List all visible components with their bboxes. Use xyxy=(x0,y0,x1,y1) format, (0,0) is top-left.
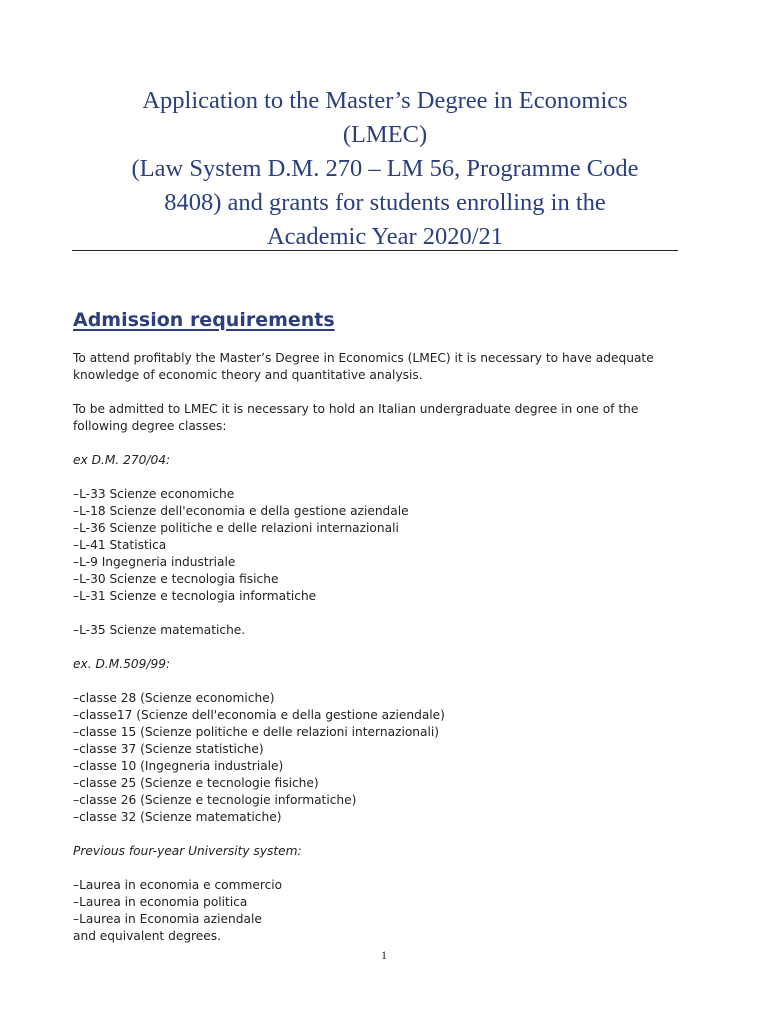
dm270-extra-item: –L-35 Scienze matematiche. xyxy=(73,623,246,637)
list-item: –L-9 Ingegneria industriale xyxy=(73,555,236,569)
text-line: knowledge of economic theory and quantitative analysis. xyxy=(73,368,423,382)
text-line: To be admitted to LMEC it is necessary to hold an Italian undergraduate degree in one of the xyxy=(73,402,639,416)
list-item: –classe 26 (Scienze e tecnologie informatiche) xyxy=(73,793,357,807)
list-item: –classe 37 (Scienze statistiche) xyxy=(73,742,264,756)
list-item: –Laurea in economia politica xyxy=(73,895,248,909)
title-divider xyxy=(72,250,678,251)
list-item: –classe 28 (Scienze economiche) xyxy=(73,691,275,705)
previous-system-list xyxy=(73,877,713,945)
list-item: –L-18 Scienze dell'economia e della gestione aziendale xyxy=(73,504,409,518)
document-title xyxy=(60,84,710,254)
dm270-label: ex D.M. 270/04: xyxy=(73,453,171,467)
page-number: 1 xyxy=(381,948,387,962)
list-item: –L-30 Scienze e tecnologia fisiche xyxy=(73,572,279,586)
list-item: and equivalent degrees. xyxy=(73,929,222,943)
dm509-label: ex. D.M.509/99: xyxy=(73,657,171,671)
intro-paragraph xyxy=(73,350,713,384)
list-item: –L-41 Statistica xyxy=(73,538,167,552)
list-item: –L-33 Scienze economiche xyxy=(73,487,235,501)
list-item: –classe 32 (Scienze matematiche) xyxy=(73,810,282,824)
list-item: –classe 15 (Scienze politiche e delle relazioni internazionali) xyxy=(73,725,440,739)
title-line: Application to the Master’s Degree in Economics xyxy=(142,87,628,114)
previous-system-label: Previous four-year University system: xyxy=(73,844,302,858)
list-item: –L-36 Scienze politiche e delle relazioni internazionali xyxy=(73,521,399,535)
title-line: (LMEC) xyxy=(342,121,428,148)
list-item: –classe 10 (Ingegneria industriale) xyxy=(73,759,284,773)
list-item: –classe17 (Scienze dell'economia e della gestione aziendale) xyxy=(73,708,445,722)
list-item: –Laurea in Economia aziendale xyxy=(73,912,262,926)
dm270-list xyxy=(73,486,713,605)
list-item: –L-31 Scienze e tecnologia informatiche xyxy=(73,589,317,603)
admission-paragraph xyxy=(73,401,713,435)
list-item: –Laurea in economia e commercio xyxy=(73,878,283,892)
dm509-list xyxy=(73,690,713,826)
document-body xyxy=(73,350,713,962)
title-line: 8408) and grants for students enrolling in the xyxy=(164,189,606,216)
text-line: To attend profitably the Master’s Degree in Economics (LMEC) it is necessary to have adequate xyxy=(73,351,654,365)
title-line: Academic Year 2020/21 xyxy=(266,223,504,250)
title-line: (Law System D.M. 270 – LM 56, Programme Code xyxy=(131,155,639,182)
section-heading: Admission requirements xyxy=(73,309,335,331)
list-item: –classe 25 (Scienze e tecnologie fisiche) xyxy=(73,776,319,790)
text-line: following degree classes: xyxy=(73,419,227,433)
